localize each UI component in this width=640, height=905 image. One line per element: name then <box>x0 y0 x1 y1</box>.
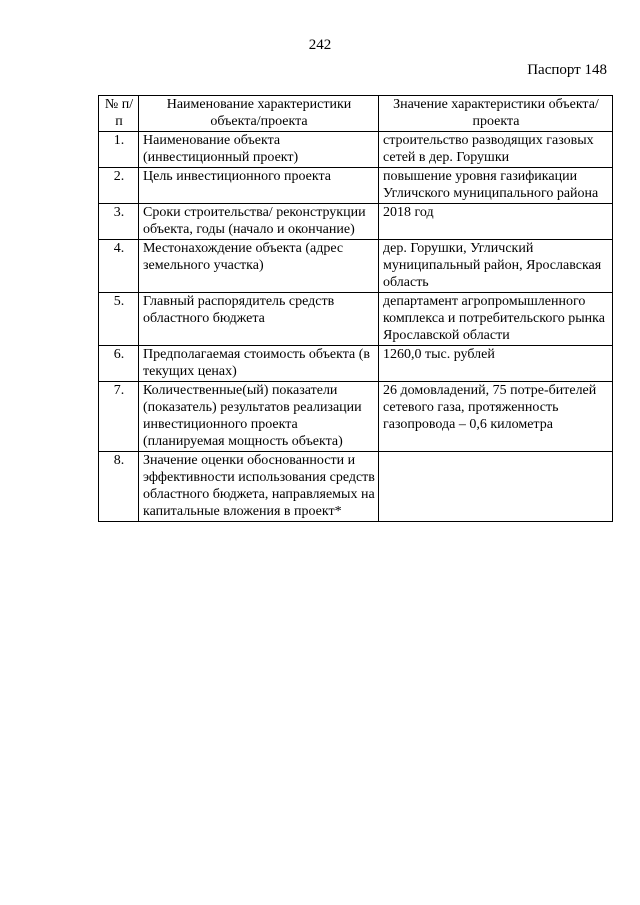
header-value: Значение характеристики объекта/проекта <box>379 96 613 132</box>
table-header-row <box>99 96 613 132</box>
table-row <box>99 168 613 204</box>
table-row <box>99 452 613 522</box>
row-name: Цель инвестиционного проекта <box>139 168 379 204</box>
row-name: Количественные(ый) показатели (показатель) результатов реализации инвестиционного проекта (планируемая мощность объекта) <box>139 382 379 452</box>
header-num: № п/п <box>99 96 139 132</box>
row-name: Сроки строительства/ реконструкции объекта, годы (начало и окончание) <box>139 204 379 240</box>
row-value <box>379 452 613 522</box>
row-number: 2. <box>99 168 139 204</box>
row-number: 1. <box>99 132 139 168</box>
row-value: 2018 год <box>379 204 613 240</box>
row-number: 8. <box>99 452 139 522</box>
row-name: Предполагаемая стоимость объекта (в текущих ценах) <box>139 346 379 382</box>
header-name: Наименование характеристики объекта/проекта <box>139 96 379 132</box>
row-value: строительство разводящих газовых сетей в дер. Горушки <box>379 132 613 168</box>
row-number: 4. <box>99 240 139 293</box>
row-value: департамент агропромышленного комплекса и потребительского рынка Ярославской области <box>379 293 613 346</box>
table-row <box>99 293 613 346</box>
passport-label: Паспорт 148 <box>527 62 607 78</box>
row-name: Значение оценки обоснованности и эффективности использования средств областного бюджета, направляемых на капитальные вложения в проект* <box>139 452 379 522</box>
row-number: 7. <box>99 382 139 452</box>
table-row <box>99 204 613 240</box>
row-name: Местонахождение объекта (адрес земельного участка) <box>139 240 379 293</box>
row-value: дер. Горушки, Угличский муниципальный район, Ярославская область <box>379 240 613 293</box>
row-number: 5. <box>99 293 139 346</box>
row-value: повышение уровня газификации Угличского муниципального района <box>379 168 613 204</box>
table-row <box>99 382 613 452</box>
passport-table <box>98 95 613 522</box>
table-row <box>99 240 613 293</box>
row-value: 1260,0 тыс. рублей <box>379 346 613 382</box>
row-number: 3. <box>99 204 139 240</box>
row-number: 6. <box>99 346 139 382</box>
table-row <box>99 346 613 382</box>
page-number: 242 <box>308 37 332 53</box>
row-value: 26 домовладений, 75 потре-бителей сетевого газа, протяженность газопровода – 0,6 километра <box>379 382 613 452</box>
row-name: Наименование объекта (инвестиционный проект) <box>139 132 379 168</box>
row-name: Главный распорядитель средств областного бюджета <box>139 293 379 346</box>
table-row <box>99 132 613 168</box>
